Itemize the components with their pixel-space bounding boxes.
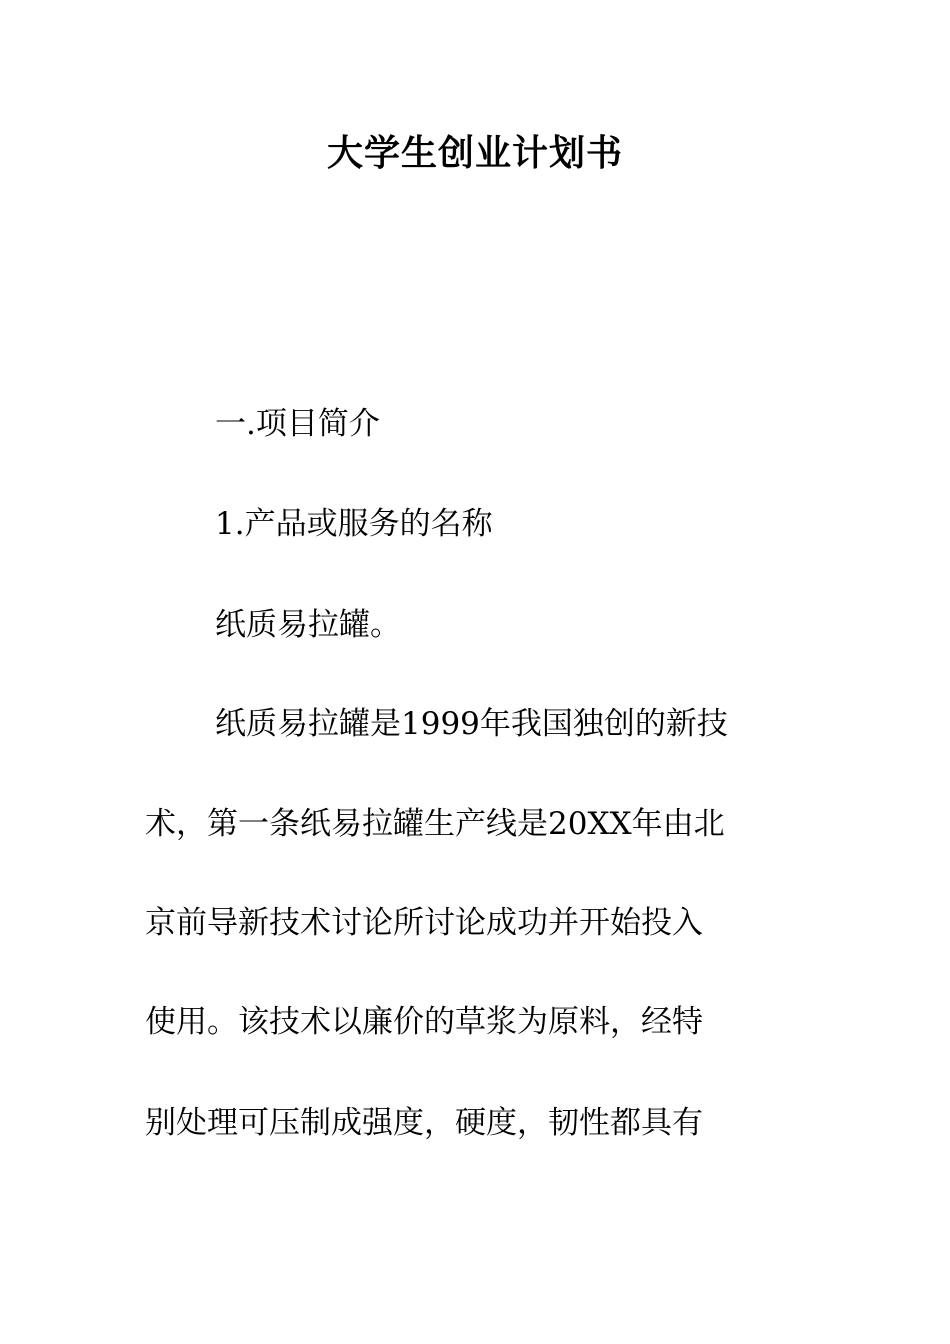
product-name: 纸质易拉罐。: [215, 607, 401, 643]
paragraph-line: 术，第一条纸易拉罐生产线是20XX年由北: [145, 806, 725, 842]
paragraph-line: 使用。该技术以廉价的草浆为原料，经特: [145, 1004, 703, 1040]
paragraph-line: 别处理可压制成强度，硬度，韧性都具有: [145, 1105, 703, 1141]
document-title: 大学生创业计划书: [326, 133, 623, 174]
subsection-heading: 1.产品或服务的名称: [215, 506, 493, 542]
paragraph-line: 纸质易拉罐是1999年我国独创的新技: [215, 706, 728, 742]
paragraph-line: 京前导新技术讨论所讨论成功并开始投入: [145, 905, 703, 941]
section-heading: 一.项目简介: [215, 406, 380, 442]
